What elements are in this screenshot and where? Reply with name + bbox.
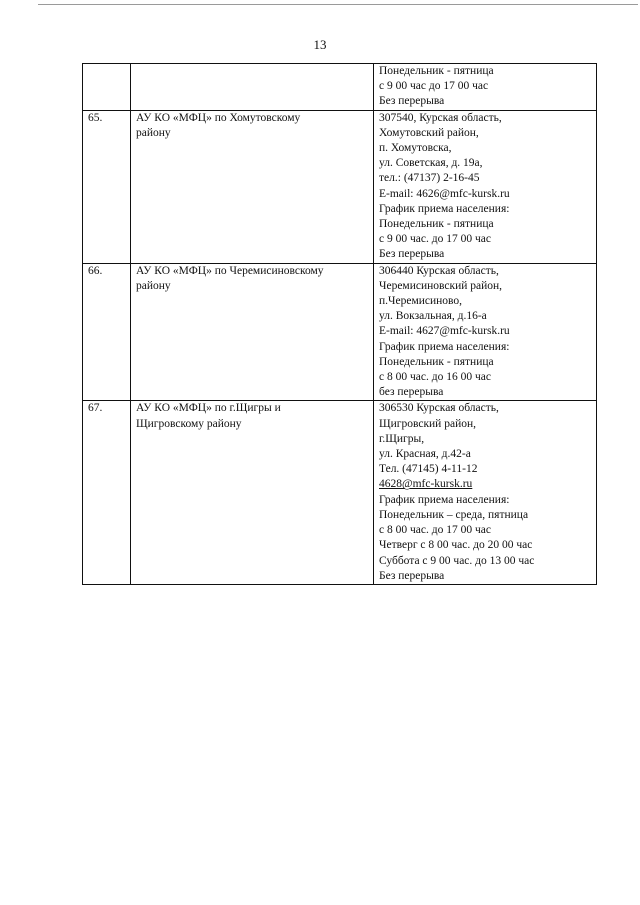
no-break-line: без перерыва xyxy=(379,386,444,399)
office-name-cell xyxy=(131,64,374,111)
phone-line: тел.: (47137) 2-16-45 xyxy=(379,172,480,185)
address-line: ул. Советская, д. 19а, xyxy=(379,157,483,170)
office-name-line: Щигровскому району xyxy=(136,417,242,430)
office-name-line: району xyxy=(136,279,171,292)
schedule-line: Понедельник – среда, пятница xyxy=(379,508,529,521)
office-info-cell xyxy=(374,263,597,401)
office-info-cell xyxy=(374,110,597,263)
office-name-cell xyxy=(131,110,374,263)
office-name-line: АУ КО «МФЦ» по Черемисиновскому xyxy=(136,264,324,277)
mfc-offices-table xyxy=(82,63,597,585)
office-name-line: району xyxy=(136,126,171,139)
email-link[interactable]: 4628@mfc-kursk.ru xyxy=(379,478,473,491)
no-break-line: Без перерыва xyxy=(379,569,445,582)
office-name-cell xyxy=(131,263,374,401)
row-number-cell xyxy=(83,64,131,111)
email-line: E-mail: 4627@mfc-kursk.ru xyxy=(379,325,510,338)
address-line: ул. Вокзальная, д.16-а xyxy=(379,310,487,323)
address-line: 306440 Курская область, xyxy=(379,264,499,277)
schedule-line: Понедельник - пятница xyxy=(379,355,494,368)
top-scan-line xyxy=(38,4,638,5)
address-line: п.Черемисиново, xyxy=(379,295,463,308)
row-number-cell: 67. xyxy=(83,401,131,584)
row-number-cell: 66. xyxy=(83,263,131,401)
office-info-cell xyxy=(374,401,597,584)
address-line: 306530 Курская область, xyxy=(379,402,499,415)
thursday-hours-line: Четверг с 8 00 час. до 20 00 час xyxy=(379,539,533,552)
address-line: Хомутовский район, xyxy=(379,126,479,139)
schedule-line: Понедельник - пятница xyxy=(379,65,494,77)
schedule-heading-line: График приема населения: xyxy=(379,493,510,506)
no-break-line: Без перерыва xyxy=(379,95,445,108)
address-line: Щигровский район, xyxy=(379,417,476,430)
schedule-hours-line: с 9 00 час до 17 00 час xyxy=(379,80,489,93)
schedule-line: Понедельник - пятница xyxy=(379,218,494,231)
office-info-cell xyxy=(374,64,597,111)
office-name-line: АУ КО «МФЦ» по г.Щигры и xyxy=(136,402,281,415)
schedule-hours-line: с 8 00 час. до 16 00 час xyxy=(379,371,491,384)
address-line: п. Хомутовска, xyxy=(379,142,452,155)
office-name-cell xyxy=(131,401,374,584)
office-name-line: АУ КО «МФЦ» по Хомутовскому xyxy=(136,111,301,124)
table-row xyxy=(83,401,597,584)
schedule-heading-line: График приема населения: xyxy=(379,340,510,353)
schedule-heading-line: График приема населения: xyxy=(379,202,510,215)
table-row xyxy=(83,64,597,111)
row-number-cell: 65. xyxy=(83,110,131,263)
address-line: ул. Красная, д.42-а xyxy=(379,448,471,461)
schedule-hours-line: с 8 00 час. до 17 00 час xyxy=(379,524,491,537)
schedule-hours-line: с 9 00 час. до 17 00 час xyxy=(379,233,491,246)
address-line: Черемисиновский район, xyxy=(379,279,503,292)
table-row xyxy=(83,263,597,401)
saturday-hours-line: Суббота с 9 00 час. до 13 00 час xyxy=(379,554,535,567)
address-line: 307540, Курская область, xyxy=(379,111,502,124)
address-line: г.Щигры, xyxy=(379,432,425,445)
no-break-line: Без перерыва xyxy=(379,248,445,261)
table-row xyxy=(83,110,597,263)
page-number: 13 xyxy=(313,37,327,52)
phone-line: Тел. (47145) 4-11-12 xyxy=(379,463,478,476)
email-line: E-mail: 4626@mfc-kursk.ru xyxy=(379,187,510,200)
